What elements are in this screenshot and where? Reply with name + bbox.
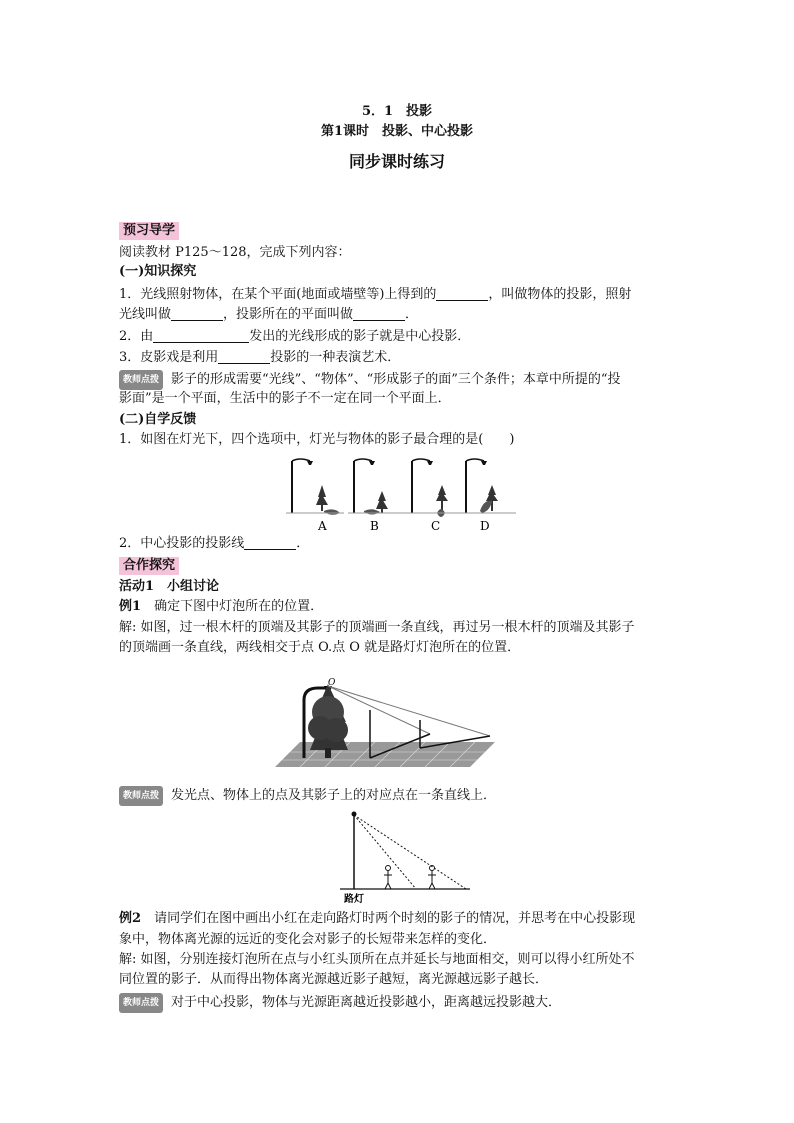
- teacher-tip-badge-3: 教师点拨: [119, 993, 163, 1013]
- option-a-figure: [286, 459, 344, 515]
- solution-2-line-1: 解: 如图，分别连接灯泡所在点与小红头顶所在点并延长与地面相交，则可以得小红所处不: [119, 952, 635, 967]
- light-rays: [328, 686, 490, 736]
- blank-projection[interactable]: [436, 286, 488, 301]
- option-c-figure: [406, 459, 464, 517]
- option-b-figure: [348, 459, 406, 515]
- example-2-line-2: 象中，物体离光源的远近的变化会对影子的长短带来怎样的变化．: [119, 932, 497, 947]
- lamp-girl-figure: [330, 805, 480, 905]
- section-heading: 5．1 投影: [361, 104, 433, 119]
- option-a-label: A: [318, 519, 327, 533]
- blank-light-source[interactable]: [153, 328, 249, 343]
- blank-projection-lines[interactable]: [244, 535, 296, 550]
- example-2-line-1: 例2 请同学们在图中画出小红在走向路灯时两个时刻的影子的情况，并思考在中心投影现: [119, 911, 636, 926]
- blank-projection-line[interactable]: [171, 306, 223, 321]
- question-2: 2．由 发出的光线形成的影子就是中心投影．: [119, 329, 471, 344]
- ground-grid: [275, 742, 495, 767]
- question-1-line-1: 1．光线照射物体，在某个平面(地面或墙壁等)上得到的 ，叫做物体的投影，照射: [119, 287, 632, 302]
- option-b-label: B: [370, 519, 379, 533]
- question-1-line-2: 光线叫做 ，投影所在的平面叫做 ．: [119, 307, 419, 322]
- lamp-options-figure: [280, 455, 520, 535]
- option-d-figure: [460, 459, 516, 513]
- example-2-label: 例2: [119, 911, 142, 926]
- example-1-label: 例1: [119, 599, 142, 614]
- option-d-label: D: [480, 519, 490, 533]
- question-3: 3．皮影戏是利用 投影的一种表演艺术．: [119, 350, 401, 365]
- blank-projection-plane[interactable]: [353, 306, 405, 321]
- teacher-tip-badge-2: 教师点拨: [119, 786, 163, 806]
- teacher-note-1-line-1: 教师点拨 影子的形成需要“光线”、“物体”、“形成影子的面”三个条件；本章中所提的“投: [119, 370, 679, 390]
- point-o-label: O: [328, 678, 336, 688]
- street-lamp-label: 路灯: [344, 894, 364, 905]
- knowledge-title: (一)知识探究: [119, 264, 197, 279]
- preview-tag: 预习导学: [119, 222, 179, 240]
- ray-near: [354, 815, 416, 889]
- preview-tag-row: [119, 222, 679, 240]
- blank-shadow-play[interactable]: [218, 349, 270, 364]
- feedback-question-2: 2．中心投影的投影线 ．: [119, 536, 310, 551]
- solution-2-line-2: 同位置的影子．从而得出物体离光源越近影子越短，离光源越远影子越长．: [119, 972, 549, 987]
- teacher-tip-badge: 教师点拨: [119, 370, 163, 390]
- example-1: 例1 确定下图中灯泡所在的位置．: [119, 599, 324, 614]
- teacher-note-2: 教师点拨 发光点、物体上的点及其影子上的对应点在一条直线上．: [119, 786, 679, 806]
- option-c-label: C: [431, 519, 441, 533]
- feedback-title: (二)自学反馈: [119, 412, 197, 427]
- solution-1-line-2: 的顶端画一条直线，两线相交于点 O.点 O 就是路灯灯泡所在的位置．: [119, 640, 521, 655]
- page-title: 同步课时练习: [348, 152, 445, 171]
- preview-intro: 阅读教材 P125～128，完成下列内容：: [119, 245, 351, 260]
- lamp-tree-figure: [270, 672, 500, 772]
- coop-tag: 合作探究: [119, 557, 179, 575]
- girl-far: [428, 866, 436, 890]
- coop-tag-row: [119, 557, 679, 575]
- teacher-note-3: 教师点拨 对于中心投影，物体与光源距离越近投影越小，距离越远投影越大．: [119, 993, 679, 1013]
- solution-1-line-1: 解: 如图，过一根木杆的顶端及其影子的顶端画一条直线，再过另一根木杆的顶端及其影子: [119, 620, 635, 635]
- feedback-question-1: 1．如图在灯光下，四个选项中，灯光与物体的影子最合理的是( ): [119, 432, 515, 447]
- girl-near: [384, 866, 392, 890]
- tree: [308, 684, 348, 758]
- lesson-heading: 第1课时 投影、中心投影: [320, 124, 474, 139]
- teacher-note-1-line-2: 影面”是一个平面，生活中的影子不一定在同一个平面上．: [119, 391, 451, 406]
- ray-far: [354, 815, 466, 889]
- activity-title: 活动1 小组讨论: [119, 579, 220, 594]
